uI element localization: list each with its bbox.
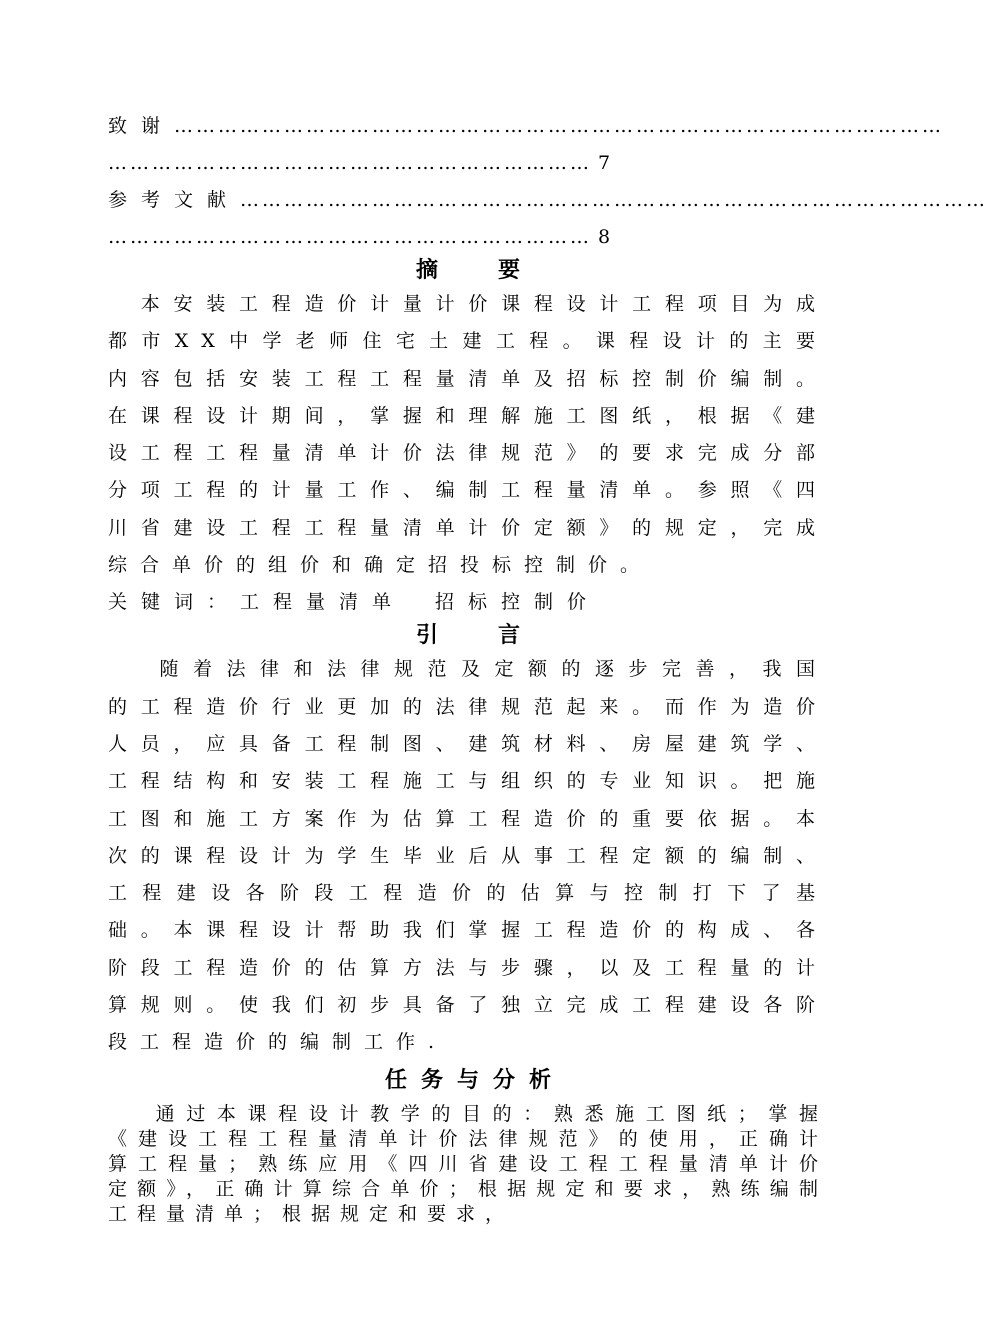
intro-text: 随着法律和法律规范及定额的逐步完善，我国的工程造价行业更加的法律规范起来。而作为造价人员，应具备工程制图、建筑材料、房屋建筑学、工程结构和安装工程施工与组织的专业知识。把施工图和施工方案作为估算工程造价的重要依据。本次的课程设计为学生毕业后从事工程定额的编制、工程建设各阶段工程造价的估算与控制打下了基础。本课程设计帮助我们掌握工程造价的构成、各阶段工程造价的估算方法与步骤，以及工程量的计算规则。使我们初步具备了独立完成工程建设各阶段工程造价的编制工作. — [108, 658, 828, 1054]
toc-entry-references-continued — [108, 219, 828, 256]
keywords-line — [108, 584, 828, 621]
toc-leader-dots: ………………………………………………………… — [108, 226, 592, 248]
toc-entry-references[interactable] — [108, 182, 988, 219]
intro-body — [108, 651, 828, 1061]
table-of-contents — [108, 108, 988, 256]
keyword-item: 招标控制价 — [435, 591, 601, 614]
keyword-item: 工程量清单 — [240, 591, 406, 614]
toc-page-number: 7 — [598, 152, 611, 174]
toc-leader-dots: ………………………………………………………………………………………… — [240, 189, 988, 211]
abstract-text: 本安装工程造价计量计价课程设计工程项目为成都市XX中学老师住宅土建工程。课程设计的主要内容包括安装工程工程量清单及招标控制价编制。在课程设计期间，掌握和理解施工图纸，根据《建设工程工程量清单计价法律规范》的要求完成分部分项工程的计量工作、编制工程量清单。参照《四川省建设工程工程量清单计价定额》的规定，完成综合单价的组价和确定招投标控制价。 — [108, 293, 828, 577]
task-text: 通过本课程设计教学的目的：熟悉施工图纸；掌握《建设工程工程量清单计价法律规范》的使用，正确计算工程量；熟练应用《四川省建设工程工程量清单计价定额》，正确计算综合单价；根据规定和要求，熟练编制工程量清单；根据规定和要求， — [108, 1102, 828, 1225]
keywords-label: 关键词： — [108, 591, 241, 614]
task-body — [108, 1102, 828, 1227]
toc-leader-dots: ………………………………………………………… — [108, 152, 592, 174]
abstract-heading: 摘要 — [415, 258, 580, 283]
toc-entry-acknowledgement[interactable] — [108, 108, 945, 145]
toc-page-number: 8 — [598, 226, 611, 248]
toc-leader-dots: …………………………………………………………………………………………… — [174, 115, 945, 137]
toc-label: 致谢 — [108, 115, 175, 137]
toc-entry-acknowledgement-continued — [108, 145, 828, 182]
task-heading: 任务与分析 — [384, 1067, 565, 1093]
abstract-body — [108, 286, 828, 584]
intro-heading: 引言 — [415, 623, 580, 649]
toc-label: 参考文献 — [108, 189, 241, 211]
